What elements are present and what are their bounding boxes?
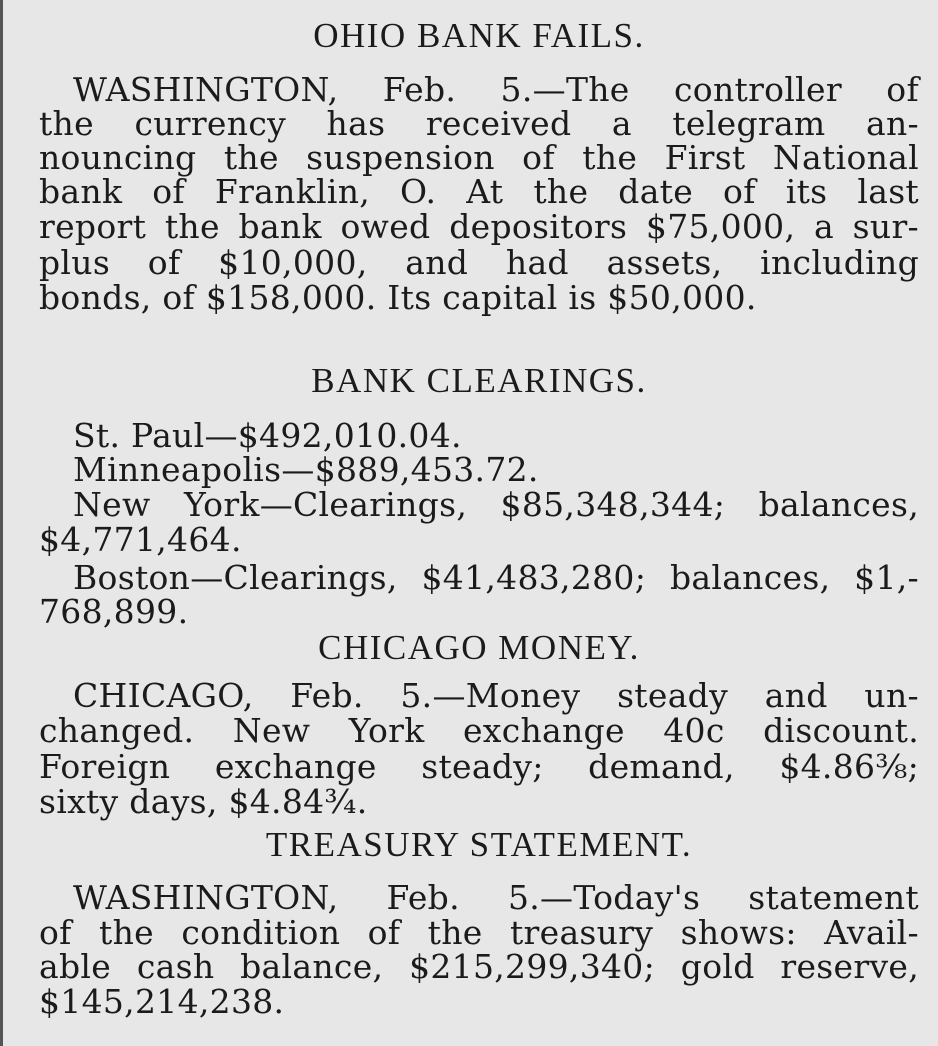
clearings-line: New York—Clearings, $85,348,344; balances, [73, 485, 919, 524]
headline-chicago-money: CHICAGO MONEY. [318, 628, 640, 667]
headline-ohio-bank-fails: OHIO BANK FAILS. [313, 16, 645, 55]
clearings-line: $4,771,464. [39, 520, 242, 559]
article1-line: bonds, of $158,000. Its capital is $50,000. [39, 278, 757, 317]
article3-line: Foreign exchange steady; demand, $4.86⅜; [39, 747, 919, 786]
article3-line: changed. New York exchange 40c discount. [39, 711, 919, 750]
article4-line: able cash balance, $215,299,340; gold reserve, [39, 947, 919, 986]
clearings-line: Minneapolis—$889,453.72. [73, 450, 539, 489]
headline-bank-clearings: BANK CLEARINGS. [311, 361, 647, 400]
article1-line: bank of Franklin, O. At the date of its last [39, 172, 919, 211]
article1-line: nouncing the suspension of the First National [39, 138, 919, 177]
article1-line: WASHINGTON, Feb. 5.—The controller of [73, 70, 919, 109]
article4-line: WASHINGTON, Feb. 5.—Today's statement [73, 878, 919, 917]
article1-line: plus of $10,000, and had assets, including [39, 243, 919, 282]
article4-line: $145,214,238. [39, 982, 285, 1021]
clearings-line: Boston—Clearings, $41,483,280; balances, $1,- [73, 558, 919, 597]
article3-line: sixty days, $4.84¾. [39, 782, 368, 821]
headline-treasury-statement: TREASURY STATEMENT. [265, 825, 693, 864]
article1-line: report the bank owed depositors $75,000, a sur- [39, 207, 919, 246]
article3-line: CHICAGO, Feb. 5.—Money steady and un- [73, 676, 919, 715]
clearings-line: 768,899. [39, 592, 189, 631]
article4-line: of the condition of the treasury shows: Avail- [39, 913, 919, 952]
article1-line: the currency has received a telegram an- [39, 104, 919, 143]
clearings-line: St. Paul—$492,010.04. [73, 416, 462, 455]
